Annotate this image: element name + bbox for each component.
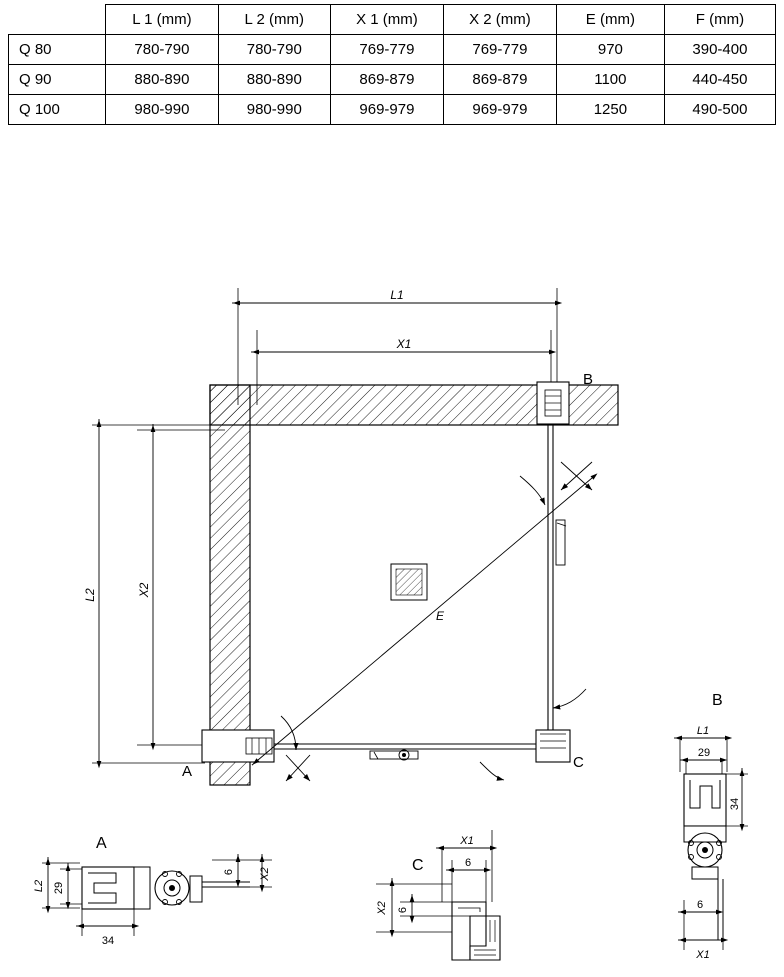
plan-view [83,288,618,785]
cell-q100-l2: 980-990 [218,95,330,125]
plan-marker-c: C [573,754,584,771]
cell-q90-x1: 869-879 [330,65,443,95]
detail-a-dim-6: 6 [223,868,235,876]
detail-a-dim-l2: L2 [33,879,45,893]
specification-table [8,4,776,125]
plan-dim-l2-label: L2 [83,588,97,602]
plan-marker-b: B [583,371,594,388]
detail-a-dim-x2: X2 [259,867,271,881]
plan-dim-l1-label: L1 [390,288,404,302]
detail-a-dim-29: 29 [53,881,65,895]
plan-dim-e-label: E [436,609,445,623]
cell-q90-l2: 880-890 [218,65,330,95]
column-header-x2: X 2 (mm) [443,5,556,35]
corner-profile-b [537,382,569,424]
detail-c-title: C [412,857,424,874]
column-header-l2: L 2 (mm) [218,5,330,35]
cell-q80-l2: 780-790 [218,35,330,65]
detail-b-dim-29: 29 [697,747,711,759]
detail-a [33,835,272,947]
detail-b-dim-6: 6 [696,899,704,911]
table-header-row [9,5,776,35]
cell-q100-x2: 969-979 [443,95,556,125]
detail-c-dim-x2: X2 [376,901,388,915]
row-model-q90: Q 90 [9,65,106,95]
plan-dim-x1-label: X1 [396,337,412,351]
corner-profile-a [202,730,274,762]
detail-c-dim-6-top: 6 [464,857,472,869]
detail-c [376,830,500,960]
table-row [9,65,776,95]
cell-q90-x2: 869-879 [443,65,556,95]
column-header-x1: X 1 (mm) [330,5,443,35]
cell-q90-f: 440-450 [664,65,775,95]
cell-q100-x1: 969-979 [330,95,443,125]
detail-a-title: A [96,835,107,852]
detail-b-dim-34: 34 [729,797,741,811]
row-model-q100: Q 100 [9,95,106,125]
detail-b [680,692,748,961]
plan-marker-a: A [182,763,193,780]
detail-c-dim-6-left: 6 [397,906,409,914]
drain-grate-icon [391,564,427,600]
plan-dim-x2-label: X2 [137,582,151,598]
glass-panel-bottom [250,744,545,760]
detail-b-title: B [712,692,723,709]
detail-b-dim-x1: X1 [696,949,710,961]
cell-q80-f: 390-400 [664,35,775,65]
cell-q90-l1: 880-890 [106,65,218,95]
cell-q80-x2: 769-779 [443,35,556,65]
detail-a-dim-34: 34 [101,935,115,947]
column-header-f: F (mm) [664,5,775,35]
table-corner-cell [9,5,106,35]
cell-q80-e: 970 [556,35,664,65]
column-header-e: E (mm) [556,5,664,35]
table-row [9,95,776,125]
drawing-area [0,160,784,977]
corner-profile-c [536,730,570,762]
table-body [9,35,776,125]
cell-q100-f: 490-500 [664,95,775,125]
column-header-l1: L 1 (mm) [106,5,218,35]
table-row [9,35,776,65]
glass-panel-right [548,415,566,750]
detail-b-dim-l1: L1 [696,725,710,737]
cell-q80-x1: 769-779 [330,35,443,65]
table-header [9,5,776,35]
cell-q100-e: 1250 [556,95,664,125]
cell-q100-l1: 980-990 [106,95,218,125]
cell-q90-e: 1100 [556,65,664,95]
row-model-q80: Q 80 [9,35,106,65]
detail-c-dim-x1: X1 [460,835,474,847]
cell-q80-l1: 780-790 [106,35,218,65]
